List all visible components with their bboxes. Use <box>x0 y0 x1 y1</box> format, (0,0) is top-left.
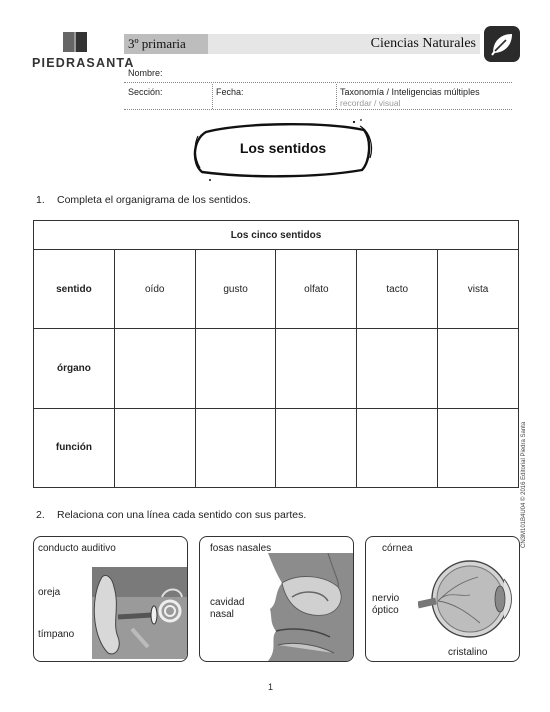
field-divider <box>336 84 337 109</box>
answer-cell[interactable] <box>195 329 276 408</box>
table-caption: Los cinco sentidos <box>34 221 519 250</box>
brand-logo-text: PIEDRASANTA <box>32 56 135 70</box>
nose-anatomy-illustration <box>268 553 354 661</box>
answer-cell[interactable] <box>357 329 438 408</box>
nose-panel <box>199 536 354 662</box>
eye-label-cristalino: cristalino <box>448 647 488 658</box>
answer-cell[interactable] <box>357 408 438 487</box>
ear-label-timpano: tímpano <box>38 629 75 640</box>
eye-label-cornea: córnea <box>382 543 413 554</box>
table-row <box>34 329 519 408</box>
answer-cell[interactable] <box>438 329 519 408</box>
nose-label-cavidad: cavidad <box>210 597 245 608</box>
field-divider <box>212 84 213 109</box>
subject-title: Ciencias Naturales <box>370 36 476 51</box>
eye-label-nervio: nervio <box>372 593 400 604</box>
answer-cell[interactable] <box>114 408 195 487</box>
question-2-number: 2. <box>36 509 45 521</box>
eye-anatomy-illustration <box>418 557 512 641</box>
answer-cell[interactable] <box>438 408 519 487</box>
eye-label-optico: óptico <box>372 605 399 616</box>
answer-cell[interactable] <box>195 408 276 487</box>
ear-label-oreja: oreja <box>38 587 61 598</box>
page-number: 1 <box>268 682 274 692</box>
sense-cell-tacto: tacto <box>357 250 438 329</box>
ear-label-conducto: conducto auditivo <box>38 543 116 554</box>
question-1-text: Completa el organigrama de los sentidos. <box>57 194 251 206</box>
row-header-funcion: función <box>34 408 115 487</box>
sense-cell-vista: vista <box>438 250 519 329</box>
row-header-sentido: sentido <box>34 250 115 329</box>
question-2-text: Relaciona con una línea cada sentido con sus partes. <box>57 509 307 521</box>
sense-cell-olfato: olfato <box>276 250 357 329</box>
answer-cell[interactable] <box>114 329 195 408</box>
nose-label-fosas: fosas nasales <box>210 543 272 554</box>
sense-cell-gusto: gusto <box>195 250 276 329</box>
nose-label-nasal: nasal <box>210 609 234 620</box>
table-row <box>34 408 519 487</box>
senses-organigram-table <box>33 220 519 488</box>
eye-panel <box>365 536 520 662</box>
page-title: Los sentidos <box>239 140 327 156</box>
taxonomy-label: Taxonomía / Inteligencias múltiples <box>340 87 480 97</box>
row-header-organo: órgano <box>34 329 115 408</box>
fecha-field-label: Fecha: <box>216 87 244 97</box>
answer-cell[interactable] <box>276 408 357 487</box>
question-1-number: 1. <box>36 194 45 206</box>
ear-panel <box>33 536 188 662</box>
table-row <box>34 250 519 329</box>
book-logo-icon <box>62 30 88 54</box>
sense-cell-oido: oído <box>114 250 195 329</box>
nombre-field-label: Nombre: <box>128 68 163 78</box>
grade-label: 3º primaria <box>128 36 186 51</box>
ear-anatomy-illustration <box>92 567 188 659</box>
seccion-line <box>124 109 512 110</box>
taxonomy-values: recordar / visual <box>340 98 401 108</box>
seccion-field-label: Sección: <box>128 87 163 97</box>
side-copyright-code: CN3M101B4U04 © 2016 Editorial Piedra Santa <box>521 421 527 548</box>
answer-cell[interactable] <box>276 329 357 408</box>
nombre-line <box>124 82 512 83</box>
leaf-icon <box>484 26 520 62</box>
